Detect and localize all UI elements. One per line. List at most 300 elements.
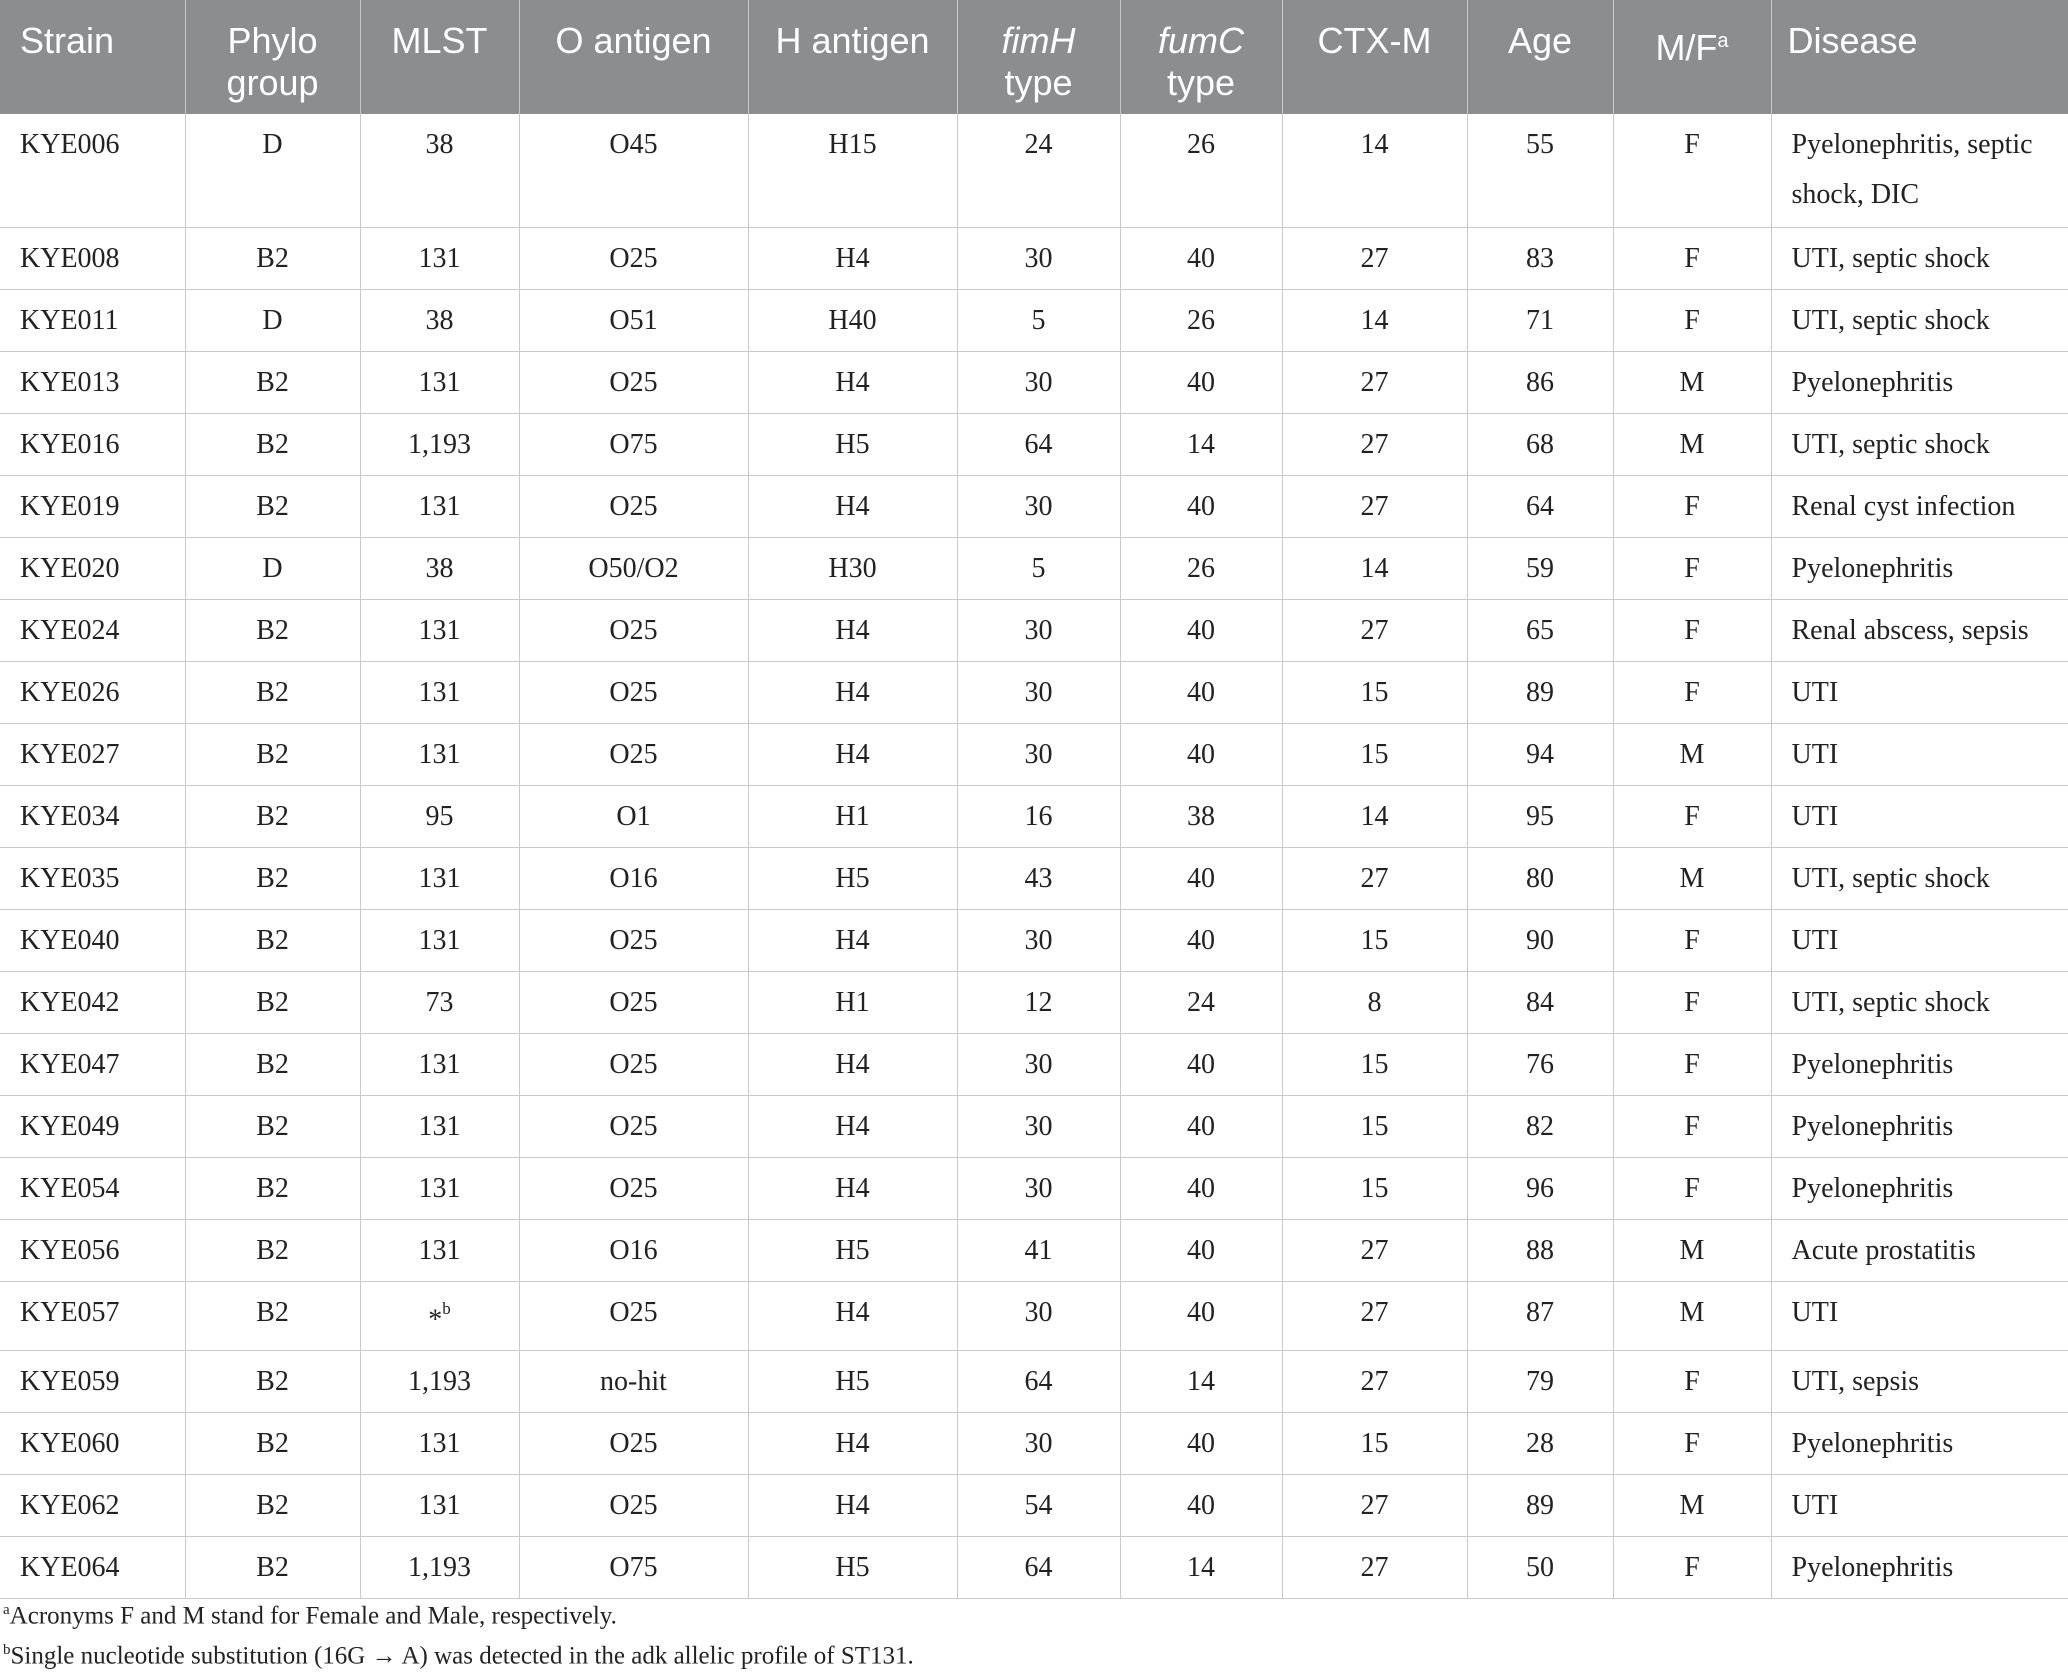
header-age-label: Age	[1507, 20, 1573, 61]
cell-h-antigen: H1	[748, 785, 957, 847]
header-mlst	[360, 0, 519, 114]
cell-h-antigen: H5	[748, 1536, 957, 1598]
cell-strain: KYE034	[0, 785, 185, 847]
cell-h-antigen: H4	[748, 1033, 957, 1095]
cell-o-antigen: O25	[519, 909, 748, 971]
cell-strain: KYE056	[0, 1219, 185, 1281]
table-row	[0, 785, 2068, 847]
cell-strain: KYE006	[0, 114, 185, 227]
cell-disease: UTI	[1771, 723, 2068, 785]
cell-age: 86	[1467, 351, 1613, 413]
header-fumc-type	[1120, 0, 1282, 114]
cell-fumc-type: 14	[1120, 413, 1282, 475]
header-fimh-type-label: fimH	[1001, 20, 1076, 61]
cell-fumc-type: 40	[1120, 351, 1282, 413]
cell-age: 94	[1467, 723, 1613, 785]
cell-strain: KYE064	[0, 1536, 185, 1598]
cell-phylo-group: B2	[185, 909, 360, 971]
header-phylo-group-label-line2: group	[226, 62, 319, 103]
cell-fimh-type: 30	[957, 227, 1120, 289]
cell-disease: Pyelonephritis, septic shock, DIC	[1771, 114, 2068, 227]
cell-o-antigen: O25	[519, 599, 748, 661]
cell-h-antigen: H4	[748, 227, 957, 289]
cell-ctx-m: 27	[1282, 413, 1467, 475]
cell-ctx-m: 27	[1282, 847, 1467, 909]
cell-mlst: 1,193	[360, 413, 519, 475]
cell-phylo-group: D	[185, 537, 360, 599]
cell-mlst: 131	[360, 1474, 519, 1536]
cell-disease: Renal abscess, sepsis	[1771, 599, 2068, 661]
cell-phylo-group: B2	[185, 1033, 360, 1095]
cell-fumc-type: 40	[1120, 1281, 1282, 1350]
table-row	[0, 971, 2068, 1033]
cell-h-antigen: H40	[748, 289, 957, 351]
cell-fumc-type: 40	[1120, 1219, 1282, 1281]
cell-fimh-type: 16	[957, 785, 1120, 847]
cell-disease: Pyelonephritis	[1771, 537, 2068, 599]
cell-disease: UTI, septic shock	[1771, 227, 2068, 289]
cell-phylo-group: B2	[185, 785, 360, 847]
cell-fimh-type: 12	[957, 971, 1120, 1033]
cell-strain: KYE049	[0, 1095, 185, 1157]
cell-mlst: *$^b$	[360, 1281, 519, 1350]
cell-mlst: 38	[360, 289, 519, 351]
header-age	[1467, 0, 1613, 114]
cell-ctx-m: 27	[1282, 599, 1467, 661]
cell-o-antigen: O50/O2	[519, 537, 748, 599]
cell-o-antigen: O75	[519, 1536, 748, 1598]
cell-age: 68	[1467, 413, 1613, 475]
cell-disease: UTI, septic shock	[1771, 413, 2068, 475]
cell-o-antigen: no-hit	[519, 1350, 748, 1412]
cell-age: 95	[1467, 785, 1613, 847]
cell-o-antigen: O1	[519, 785, 748, 847]
cell-phylo-group: B2	[185, 661, 360, 723]
cell-h-antigen: H4	[748, 1157, 957, 1219]
cell-sex: M	[1613, 413, 1771, 475]
table-row	[0, 1281, 2068, 1350]
table-row	[0, 1412, 2068, 1474]
cell-sex: F	[1613, 661, 1771, 723]
cell-sex: F	[1613, 289, 1771, 351]
cell-mlst: 131	[360, 475, 519, 537]
cell-fimh-type: 30	[957, 1095, 1120, 1157]
cell-phylo-group: B2	[185, 599, 360, 661]
footnote-a	[0, 1590, 914, 1630]
cell-sex: F	[1613, 227, 1771, 289]
cell-fimh-type: 30	[957, 661, 1120, 723]
cell-phylo-group: B2	[185, 475, 360, 537]
cell-o-antigen: O25	[519, 1412, 748, 1474]
cell-fumc-type: 26	[1120, 537, 1282, 599]
cell-fumc-type: 40	[1120, 227, 1282, 289]
cell-fimh-type: 30	[957, 1033, 1120, 1095]
cell-strain: KYE047	[0, 1033, 185, 1095]
cell-strain: KYE026	[0, 661, 185, 723]
header-sex	[1613, 0, 1771, 114]
cell-strain: KYE008	[0, 227, 185, 289]
cell-phylo-group: B2	[185, 1350, 360, 1412]
table-row	[0, 227, 2068, 289]
cell-ctx-m: 27	[1282, 475, 1467, 537]
cell-sex: F	[1613, 1157, 1771, 1219]
header-strain	[0, 0, 185, 114]
cell-h-antigen: H4	[748, 1474, 957, 1536]
cell-phylo-group: B2	[185, 723, 360, 785]
cell-o-antigen: O25	[519, 1474, 748, 1536]
cell-fimh-type: 30	[957, 1412, 1120, 1474]
cell-mlst: 131	[360, 909, 519, 971]
cell-phylo-group: B2	[185, 1157, 360, 1219]
cell-age: 84	[1467, 971, 1613, 1033]
cell-h-antigen: H4	[748, 599, 957, 661]
cell-h-antigen: H4	[748, 661, 957, 723]
table-row	[0, 723, 2068, 785]
cell-phylo-group: B2	[185, 351, 360, 413]
cell-o-antigen: O25	[519, 971, 748, 1033]
cell-fimh-type: 5	[957, 537, 1120, 599]
cell-fumc-type: 40	[1120, 1033, 1282, 1095]
cell-sex: M	[1613, 1281, 1771, 1350]
cell-age: 76	[1467, 1033, 1613, 1095]
cell-disease: Pyelonephritis	[1771, 1412, 2068, 1474]
cell-ctx-m: 14	[1282, 537, 1467, 599]
header-sex-footnote-mark: a	[1717, 30, 1729, 52]
cell-ctx-m: 15	[1282, 723, 1467, 785]
cell-o-antigen: O51	[519, 289, 748, 351]
cell-strain: KYE019	[0, 475, 185, 537]
cell-phylo-group: B2	[185, 971, 360, 1033]
cell-phylo-group: B2	[185, 1095, 360, 1157]
cell-ctx-m: 27	[1282, 351, 1467, 413]
cell-strain: KYE042	[0, 971, 185, 1033]
cell-o-antigen: O25	[519, 723, 748, 785]
cell-mlst: 73	[360, 971, 519, 1033]
header-phylo-group-label: Phylo	[227, 20, 318, 61]
cell-ctx-m: 14	[1282, 289, 1467, 351]
cell-ctx-m: 15	[1282, 909, 1467, 971]
cell-age: 65	[1467, 599, 1613, 661]
table-row	[0, 537, 2068, 599]
footnote-a-text: Acronyms F and M stand for Female and Male, respectively.	[9, 1602, 617, 1630]
cell-fimh-type: 30	[957, 599, 1120, 661]
cell-o-antigen: O25	[519, 475, 748, 537]
cell-age: 64	[1467, 475, 1613, 537]
cell-sex: F	[1613, 475, 1771, 537]
cell-disease: UTI	[1771, 661, 2068, 723]
cell-mlst: 38	[360, 537, 519, 599]
cell-strain: KYE054	[0, 1157, 185, 1219]
cell-phylo-group: B2	[185, 1536, 360, 1598]
cell-fumc-type: 38	[1120, 785, 1282, 847]
cell-disease: UTI	[1771, 909, 2068, 971]
table-header-row	[0, 0, 2068, 114]
cell-fumc-type: 40	[1120, 909, 1282, 971]
cell-disease: UTI	[1771, 1474, 2068, 1536]
cell-ctx-m: 15	[1282, 1157, 1467, 1219]
cell-mlst: 131	[360, 227, 519, 289]
cell-sex: M	[1613, 351, 1771, 413]
cell-sex: F	[1613, 537, 1771, 599]
cell-fimh-type: 64	[957, 413, 1120, 475]
header-sex-label: M/F	[1655, 27, 1718, 68]
cell-mlst: 95	[360, 785, 519, 847]
cell-h-antigen: H4	[748, 475, 957, 537]
cell-sex: F	[1613, 1033, 1771, 1095]
cell-mlst: 131	[360, 1033, 519, 1095]
table-row	[0, 1095, 2068, 1157]
cell-fimh-type: 43	[957, 847, 1120, 909]
footnote-b	[0, 1630, 914, 1670]
cell-h-antigen: H1	[748, 971, 957, 1033]
header-h-antigen-label: H antigen	[775, 20, 930, 61]
table-row	[0, 1157, 2068, 1219]
cell-phylo-group: B2	[185, 1412, 360, 1474]
header-ctx-m	[1282, 0, 1467, 114]
cell-age: 59	[1467, 537, 1613, 599]
cell-fimh-type: 30	[957, 475, 1120, 537]
cell-ctx-m: 15	[1282, 1095, 1467, 1157]
footnote-b-mark: b	[3, 1642, 11, 1658]
cell-fumc-type: 40	[1120, 723, 1282, 785]
cell-mlst: 131	[360, 661, 519, 723]
cell-fumc-type: 40	[1120, 1095, 1282, 1157]
cell-disease: Pyelonephritis	[1771, 351, 2068, 413]
cell-disease: UTI, sepsis	[1771, 1350, 2068, 1412]
cell-ctx-m: 27	[1282, 1350, 1467, 1412]
cell-strain: KYE011	[0, 289, 185, 351]
table-row	[0, 1350, 2068, 1412]
cell-sex: M	[1613, 1474, 1771, 1536]
cell-disease: Pyelonephritis	[1771, 1033, 2068, 1095]
cell-sex: F	[1613, 114, 1771, 227]
cell-fumc-type: 14	[1120, 1536, 1282, 1598]
footnote-a-mark: a	[3, 1602, 10, 1618]
footnotes	[0, 1590, 914, 1670]
cell-strain: KYE013	[0, 351, 185, 413]
cell-sex: F	[1613, 1412, 1771, 1474]
table-row	[0, 114, 2068, 227]
cell-o-antigen: O25	[519, 1033, 748, 1095]
cell-fimh-type: 30	[957, 723, 1120, 785]
header-fumc-type-label-line2: type	[1166, 62, 1236, 103]
cell-mlst: 131	[360, 1219, 519, 1281]
cell-fumc-type: 40	[1120, 1412, 1282, 1474]
cell-h-antigen: H4	[748, 1095, 957, 1157]
header-strain-label: Strain	[20, 20, 115, 61]
cell-h-antigen: H4	[748, 351, 957, 413]
cell-age: 96	[1467, 1157, 1613, 1219]
header-fimh-type-label-line2: type	[1004, 62, 1073, 103]
cell-sex: F	[1613, 785, 1771, 847]
cell-disease: Acute prostatitis	[1771, 1219, 2068, 1281]
header-o-antigen	[519, 0, 748, 114]
cell-o-antigen: O25	[519, 661, 748, 723]
cell-disease: UTI	[1771, 1281, 2068, 1350]
cell-fumc-type: 40	[1120, 847, 1282, 909]
cell-phylo-group: D	[185, 289, 360, 351]
cell-age: 55	[1467, 114, 1613, 227]
cell-age: 71	[1467, 289, 1613, 351]
cell-strain: KYE035	[0, 847, 185, 909]
cell-fumc-type: 26	[1120, 289, 1282, 351]
cell-h-antigen: H5	[748, 413, 957, 475]
table-row	[0, 289, 2068, 351]
cell-age: 90	[1467, 909, 1613, 971]
cell-h-antigen: H4	[748, 1412, 957, 1474]
cell-ctx-m: 27	[1282, 1281, 1467, 1350]
table-row	[0, 351, 2068, 413]
cell-fimh-type: 64	[957, 1350, 1120, 1412]
cell-strain: KYE024	[0, 599, 185, 661]
header-phylo-group	[185, 0, 360, 114]
cell-ctx-m: 27	[1282, 227, 1467, 289]
cell-sex: F	[1613, 1350, 1771, 1412]
cell-mlst: 131	[360, 1095, 519, 1157]
cell-phylo-group: B2	[185, 1474, 360, 1536]
cell-mlst: 131	[360, 599, 519, 661]
cell-sex: F	[1613, 909, 1771, 971]
cell-sex: F	[1613, 1095, 1771, 1157]
cell-strain: KYE059	[0, 1350, 185, 1412]
cell-strain: KYE016	[0, 413, 185, 475]
table-row	[0, 909, 2068, 971]
cell-fumc-type: 40	[1120, 475, 1282, 537]
table-row	[0, 475, 2068, 537]
cell-age: 89	[1467, 1474, 1613, 1536]
header-disease-label: Disease	[1787, 20, 1918, 61]
cell-disease: Pyelonephritis	[1771, 1157, 2068, 1219]
table-row	[0, 1033, 2068, 1095]
cell-fimh-type: 30	[957, 1157, 1120, 1219]
cell-disease: UTI, septic shock	[1771, 289, 2068, 351]
cell-age: 87	[1467, 1281, 1613, 1350]
cell-mlst: 1,193	[360, 1350, 519, 1412]
cell-h-antigen: H30	[748, 537, 957, 599]
header-h-antigen	[748, 0, 957, 114]
cell-mlst: 1,193	[360, 1536, 519, 1598]
cell-age: 80	[1467, 847, 1613, 909]
table-row	[0, 661, 2068, 723]
cell-disease: Renal cyst infection	[1771, 475, 2068, 537]
cell-sex: M	[1613, 1219, 1771, 1281]
cell-fimh-type: 41	[957, 1219, 1120, 1281]
cell-phylo-group: B2	[185, 1219, 360, 1281]
cell-fimh-type: 5	[957, 289, 1120, 351]
table-body	[0, 114, 2068, 1598]
cell-phylo-group: B2	[185, 227, 360, 289]
cell-o-antigen: O75	[519, 413, 748, 475]
cell-o-antigen: O16	[519, 1219, 748, 1281]
cell-age: 28	[1467, 1412, 1613, 1474]
cell-ctx-m: 15	[1282, 1033, 1467, 1095]
cell-fumc-type: 40	[1120, 661, 1282, 723]
cell-h-antigen: H4	[748, 1281, 957, 1350]
cell-phylo-group: B2	[185, 1281, 360, 1350]
header-fumc-type-label: fumC	[1157, 20, 1244, 61]
cell-o-antigen: O25	[519, 1281, 748, 1350]
cell-o-antigen: O25	[519, 227, 748, 289]
cell-ctx-m: 27	[1282, 1536, 1467, 1598]
cell-sex: M	[1613, 847, 1771, 909]
cell-fimh-type: 54	[957, 1474, 1120, 1536]
cell-h-antigen: H5	[748, 1219, 957, 1281]
cell-ctx-m: 15	[1282, 661, 1467, 723]
cell-disease: Pyelonephritis	[1771, 1536, 2068, 1598]
cell-h-antigen: H15	[748, 114, 957, 227]
cell-ctx-m: 27	[1282, 1219, 1467, 1281]
cell-h-antigen: H5	[748, 847, 957, 909]
cell-h-antigen: H4	[748, 909, 957, 971]
cell-o-antigen: O25	[519, 1095, 748, 1157]
cell-o-antigen: O25	[519, 351, 748, 413]
cell-strain: KYE040	[0, 909, 185, 971]
cell-strain: KYE020	[0, 537, 185, 599]
cell-mlst: 131	[360, 1157, 519, 1219]
cell-age: 82	[1467, 1095, 1613, 1157]
cell-sex: F	[1613, 1536, 1771, 1598]
cell-ctx-m: 27	[1282, 1474, 1467, 1536]
cell-fimh-type: 30	[957, 909, 1120, 971]
cell-disease: UTI, septic shock	[1771, 847, 2068, 909]
footnote-b-text: Single nucleotide substitution (16G → A) was detected in the adk allelic profile of ST131.	[10, 1642, 914, 1670]
cell-phylo-group: B2	[185, 413, 360, 475]
cell-strain: KYE060	[0, 1412, 185, 1474]
header-disease	[1771, 0, 2068, 114]
cell-sex: F	[1613, 971, 1771, 1033]
cell-fimh-type: 30	[957, 351, 1120, 413]
cell-mlst: 131	[360, 723, 519, 785]
cell-phylo-group: D	[185, 114, 360, 227]
cell-fumc-type: 40	[1120, 1157, 1282, 1219]
cell-h-antigen: H5	[748, 1350, 957, 1412]
cell-fimh-type: 64	[957, 1536, 1120, 1598]
cell-fumc-type: 14	[1120, 1350, 1282, 1412]
header-ctx-m-label: CTX-M	[1317, 20, 1432, 61]
cell-mlst: 131	[360, 351, 519, 413]
table-row	[0, 599, 2068, 661]
header-fimh-type	[957, 0, 1120, 114]
cell-ctx-m: 8	[1282, 971, 1467, 1033]
cell-strain: KYE027	[0, 723, 185, 785]
table-row	[0, 413, 2068, 475]
cell-age: 88	[1467, 1219, 1613, 1281]
cell-o-antigen: O45	[519, 114, 748, 227]
cell-mlst: 131	[360, 1412, 519, 1474]
cell-disease: Pyelonephritis	[1771, 1095, 2068, 1157]
cell-h-antigen: H4	[748, 723, 957, 785]
cell-sex: F	[1613, 599, 1771, 661]
table-row	[0, 847, 2068, 909]
cell-fumc-type: 40	[1120, 1474, 1282, 1536]
header-mlst-label: MLST	[391, 20, 488, 61]
cell-ctx-m: 15	[1282, 1412, 1467, 1474]
cell-sex: M	[1613, 723, 1771, 785]
cell-age: 83	[1467, 227, 1613, 289]
cell-phylo-group: B2	[185, 847, 360, 909]
cell-fumc-type: 40	[1120, 599, 1282, 661]
cell-o-antigen: O25	[519, 1157, 748, 1219]
cell-strain: KYE062	[0, 1474, 185, 1536]
table-row	[0, 1474, 2068, 1536]
cell-o-antigen: O16	[519, 847, 748, 909]
cell-age: 89	[1467, 661, 1613, 723]
cell-mlst: 131	[360, 847, 519, 909]
cell-disease: UTI, septic shock	[1771, 971, 2068, 1033]
cell-age: 50	[1467, 1536, 1613, 1598]
cell-ctx-m: 14	[1282, 114, 1467, 227]
cell-fimh-type: 30	[957, 1281, 1120, 1350]
